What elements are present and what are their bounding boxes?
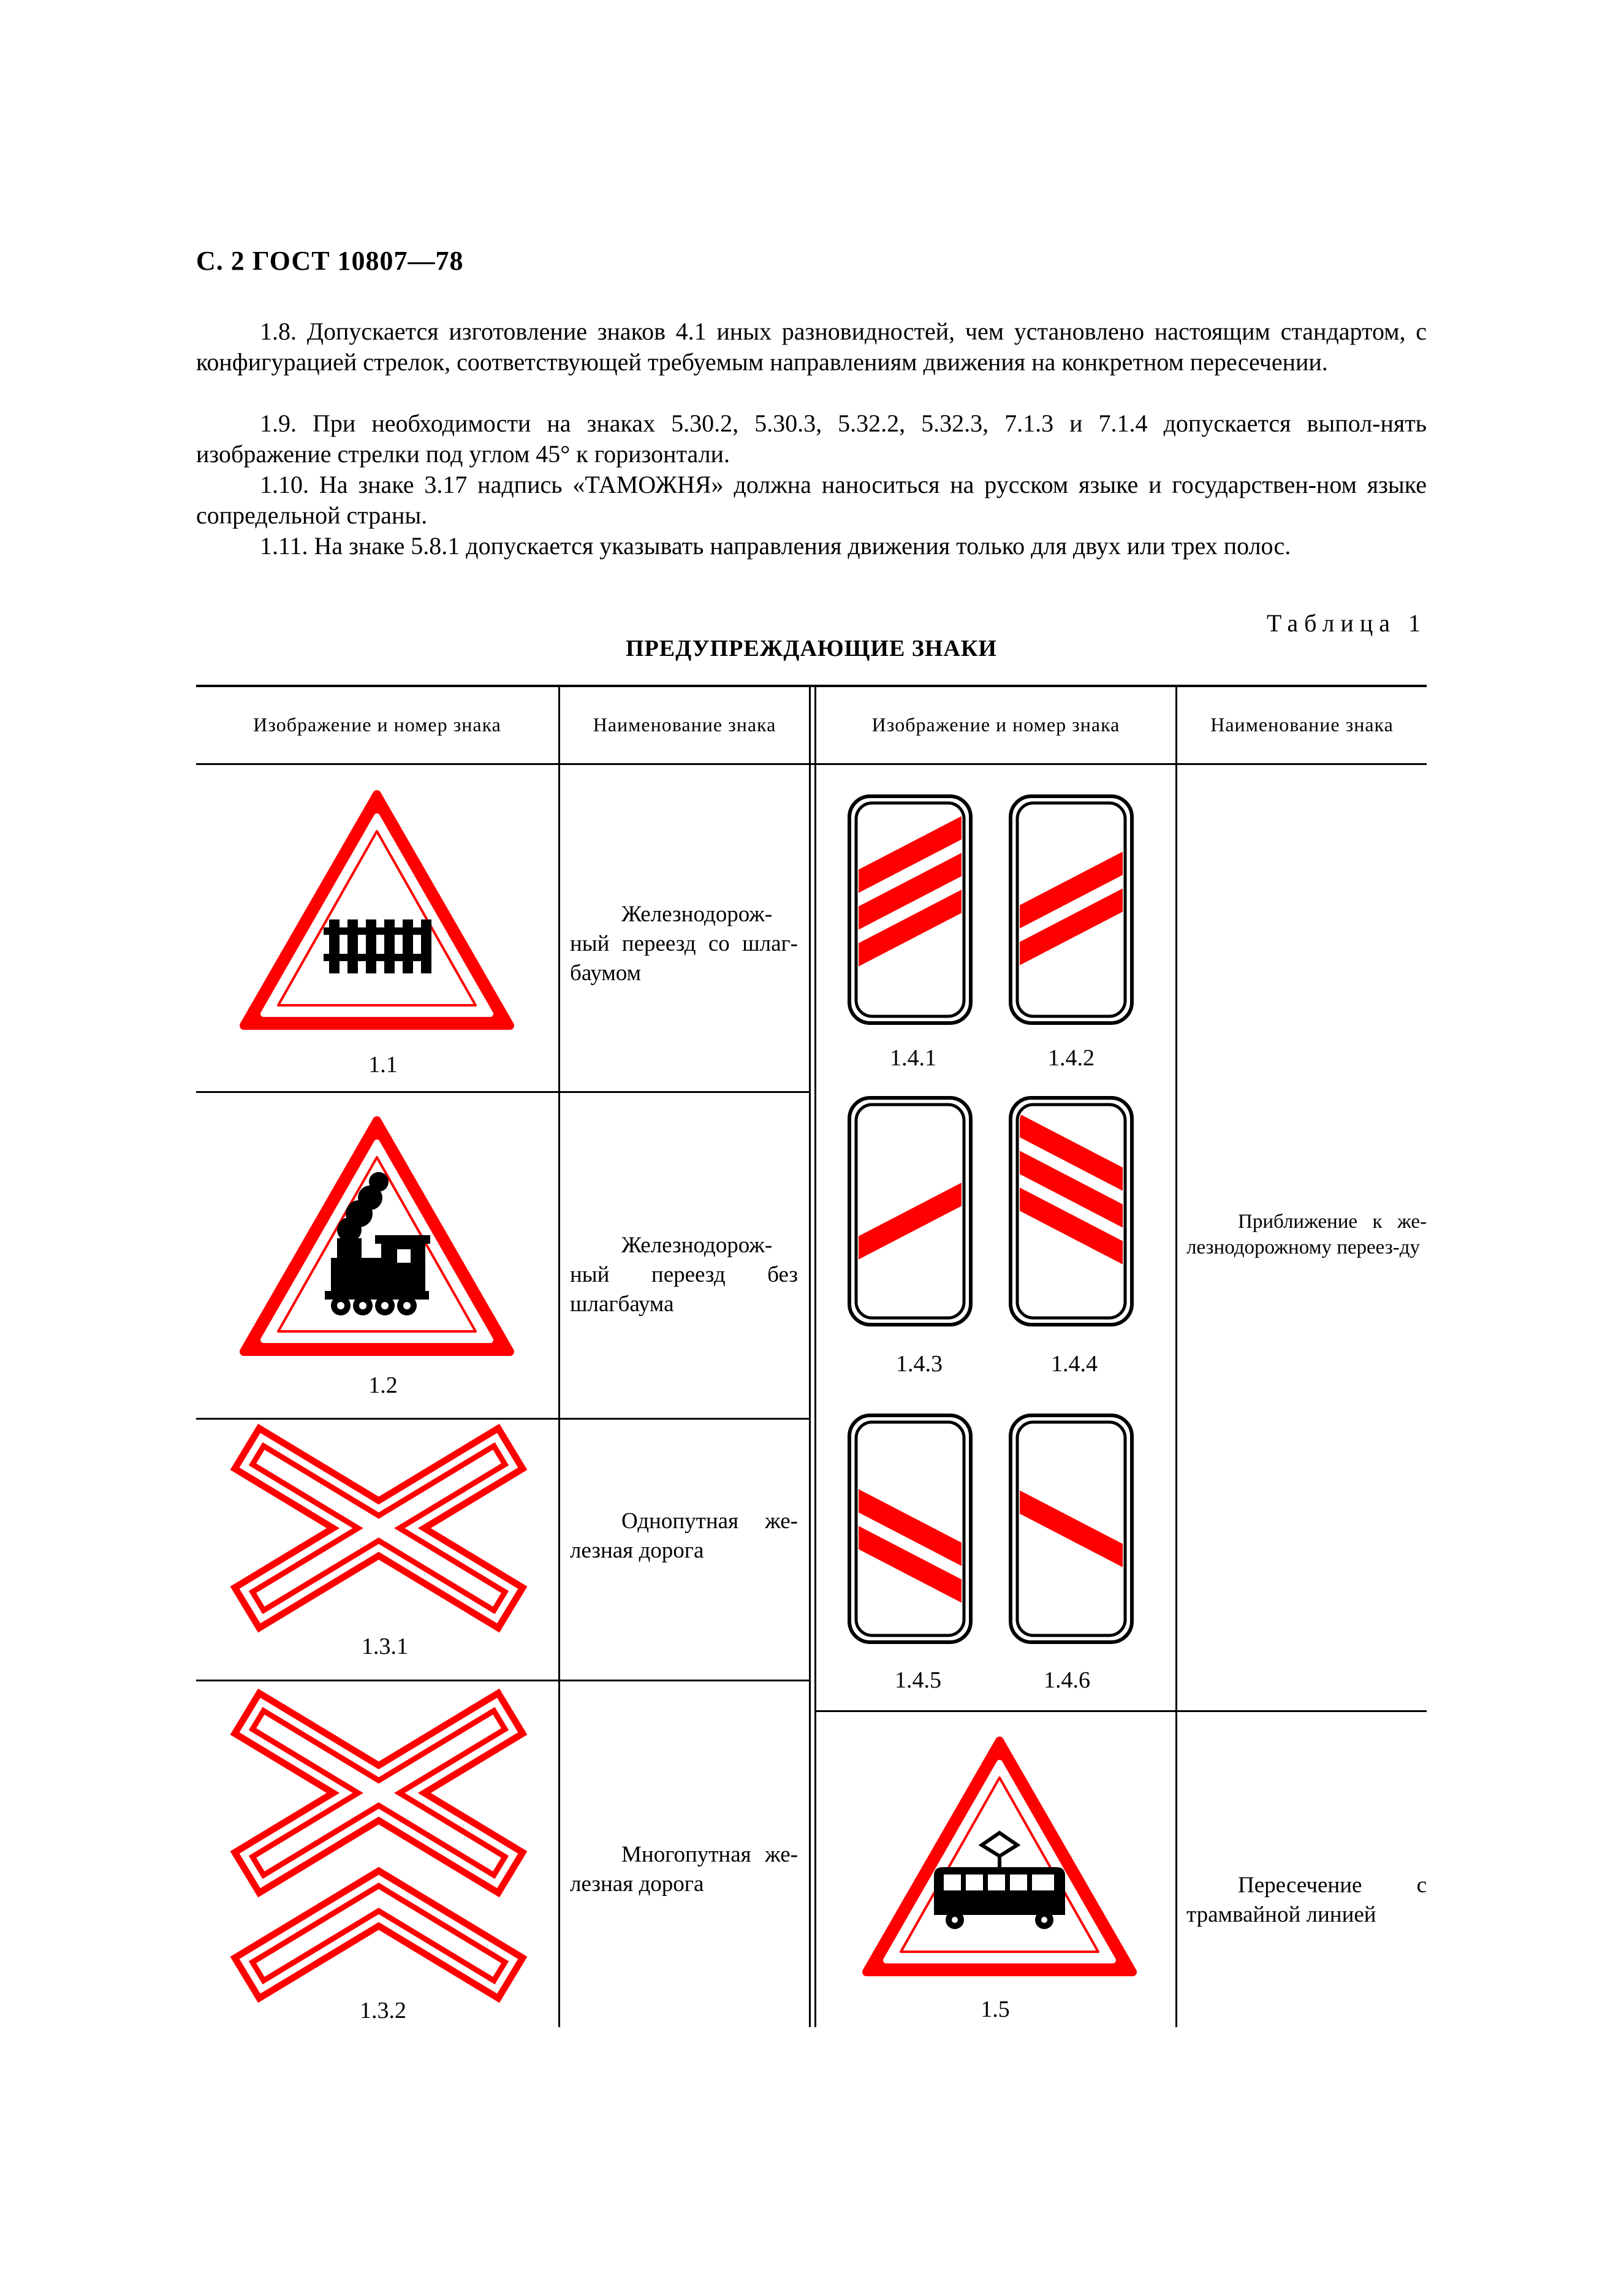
sign-number-1-5: 1.5 [981,1996,1010,2022]
railway-crossing-without-barrier-sign [239,1116,515,1361]
header-name-2: Наименование знака [1210,713,1394,736]
sign-number-1-4-2: 1.4.2 [1048,1045,1095,1071]
col-divider-2 [809,685,811,2027]
row-rule-2 [196,1418,810,1420]
sign-name-1-1: Железнодорож-ный переезд со шлаг-баумом [570,902,798,986]
approach-sign-1-4-2 [1009,794,1134,1025]
approach-sign-1-4-3 [848,1096,973,1326]
sign-name-1-3-2: Многопутная же-лезная дорога [570,1842,798,1897]
table-caption: Таблица 1 [1266,609,1427,637]
table-title: ПРЕДУПРЕЖДАЮЩИЕ ЗНАКИ [626,636,997,661]
single-track-railway-sign [244,1436,514,1620]
sign-number-1-3-1: 1.3.1 [362,1634,408,1659]
page-header: С. 2 ГОСТ 10807—78 [196,246,464,276]
col-divider-1 [558,685,560,2027]
approach-sign-1-4-1 [848,794,973,1025]
row-rule-3 [196,1680,810,1681]
paragraph-1-8: 1.8. Допускается изготовление знаков 4.1 иных разновидностей, чем установлено настоящим стандартом, с конфигурацией стрелок, соответствующей требуемым направлениям движения на конкретном пересечении. [196,318,1427,376]
sign-number-1-2: 1.2 [368,1372,398,1398]
sign-number-1-4-6: 1.4.6 [1044,1667,1090,1693]
header-image-1: Изображение и номер знака [253,713,501,736]
header-name-1: Наименование знака [593,713,776,736]
table-header-rule [196,763,1427,765]
paragraph-1-11: 1.11. На знаке 5.8.1 допускается указывать направления движения только для двух или трех полос. [260,532,1291,560]
sign-number-1-4-5: 1.4.5 [895,1667,941,1693]
row-rule-1 [196,1091,810,1093]
col-divider-2b [814,685,816,2027]
approach-sign-1-4-5 [848,1414,973,1644]
row-rule-right [814,1710,1427,1712]
railway-crossing-with-barrier-sign [239,790,515,1035]
col-divider-3 [1175,685,1177,2027]
sign-number-1-3-2: 1.3.2 [360,1998,406,2023]
paragraph-1-9: 1.9. При необходимости на знаках 5.30.2, 5.30.3, 5.32.2, 5.32.3, 7.1.3 и 7.1.4 допускается выпол-нять изображение стрелки под углом 45° к горизонтали. [196,409,1427,468]
sign-number-1-4-1: 1.4.1 [890,1045,936,1071]
sign-name-1-2: Железнодорож-ный переезд без шлагбаума [570,1233,798,1317]
sign-name-1-3-1: Однопутная же-лезная дорога [570,1509,798,1563]
header-image-2: Изображение и номер знака [871,713,1120,736]
sign-number-1-4-4: 1.4.4 [1051,1351,1098,1377]
sign-number-1-4-3: 1.4.3 [896,1351,943,1377]
sign-name-1-5: Пересечение с трамвайной линией [1186,1873,1427,1927]
multi-track-railway-sign [244,1701,514,1989]
paragraph-1-10: 1.10. На знаке 3.17 надпись «ТАМОЖНЯ» должна наноситься на русском языке и государствен-ном языке сопредельной страны. [196,471,1427,529]
approach-sign-1-4-6 [1009,1414,1134,1644]
sign-name-1-4: Приближение к же-лезнодорожному переез-ду [1186,1211,1427,1258]
sign-number-1-1: 1.1 [368,1052,398,1078]
approach-sign-1-4-4 [1009,1096,1134,1326]
tram-line-crossing-sign [862,1736,1137,1981]
